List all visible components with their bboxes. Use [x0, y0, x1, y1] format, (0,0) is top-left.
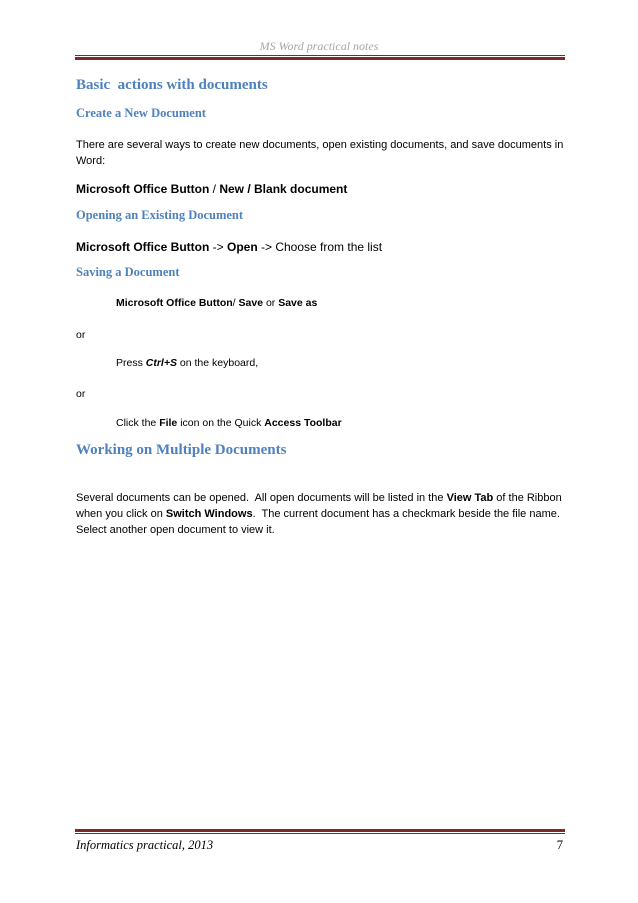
- save-office-button: Microsoft Office Button: [116, 297, 233, 309]
- save-step3-mid: icon on the Quick: [177, 417, 265, 429]
- open-command: [76, 240, 382, 254]
- heading-create-new-document: Create a New Document: [76, 106, 206, 120]
- create-paragraph-line1: There are several ways to create new documents, open existing documents, and save documents in: [76, 139, 564, 151]
- page-number: 7: [556, 838, 563, 852]
- footer-rule-thick: [75, 829, 565, 832]
- save-key-ctrl-s: Ctrl+S: [145, 357, 177, 369]
- multiple-line1: [76, 490, 562, 506]
- or-text-1: or: [76, 329, 86, 341]
- running-header: MS Word practical notes: [259, 39, 379, 53]
- save-step3: [116, 417, 342, 429]
- multiple-line2-pre: when you click on: [76, 508, 166, 520]
- multiple-line2: [76, 506, 562, 522]
- save-step2-post: on the keyboard,: [176, 357, 259, 369]
- heading-saving-document: Saving a Document: [76, 265, 180, 279]
- multiple-switch-windows: Switch Windows: [165, 508, 253, 520]
- create-paragraph: [76, 137, 563, 169]
- heading-working-multiple: Working on Multiple Documents: [76, 442, 287, 458]
- save-step3-toolbar: Access Toolbar: [264, 417, 342, 429]
- multiple-line2-post: . The current document has a checkmark beside the file name.: [252, 508, 560, 520]
- cmd-separator: /: [209, 182, 220, 196]
- header-rule-thick: [75, 57, 565, 60]
- save-step1: [116, 297, 317, 309]
- create-command: [76, 182, 347, 196]
- header-rule-thin: [75, 55, 565, 56]
- open-separator-1: ->: [209, 240, 227, 254]
- heading-opening-existing: Opening an Existing Document: [76, 208, 244, 222]
- save-sep1: /: [232, 297, 239, 309]
- open-office-button: Microsoft Office Button: [76, 240, 210, 254]
- save-sep2: or: [263, 297, 279, 309]
- cmd-new-blank: New / Blank document: [219, 182, 348, 196]
- cmd-office-button: Microsoft Office Button: [76, 182, 210, 196]
- save-step2-pre: Press: [116, 357, 146, 369]
- create-paragraph-line2: Word:: [76, 155, 106, 167]
- save-step3-file: File: [159, 417, 178, 429]
- save-step3-pre: Click the: [116, 417, 160, 429]
- save-save-as: Save as: [278, 297, 318, 309]
- heading-basic-actions: Basic actions with documents: [76, 77, 268, 93]
- footer-rule-thin: [75, 833, 565, 834]
- footer-title: Informatics practical, 2013: [76, 838, 214, 852]
- multiple-line3: Select another open document to view it.: [76, 524, 275, 536]
- multiple-line1-post: of the Ribbon: [493, 492, 562, 504]
- or-text-2: or: [76, 388, 86, 400]
- multiple-paragraph: [76, 490, 562, 538]
- open-separator-2: -> Choose from the list: [257, 240, 383, 254]
- save-step2: [116, 357, 258, 369]
- multiple-view-tab: View Tab: [446, 492, 494, 504]
- multiple-line1-pre: Several documents can be opened. All open documents will be listed in the: [76, 492, 447, 504]
- open-open: Open: [227, 240, 258, 254]
- save-save: Save: [238, 297, 264, 309]
